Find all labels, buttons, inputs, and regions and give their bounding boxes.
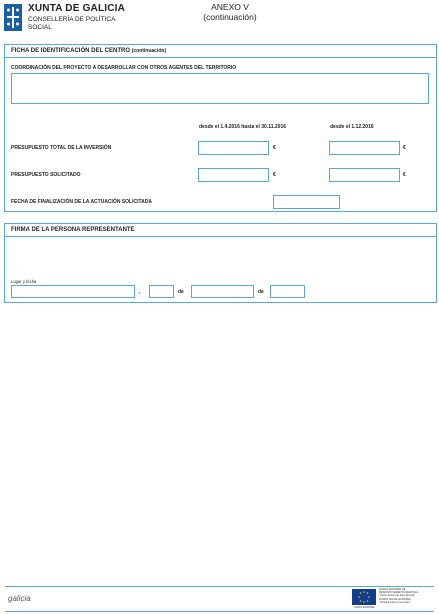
end-date-label: FECHA DE FINALIZACIÓN DE LA ACTUACIÓN SOLICITADA [11, 199, 153, 205]
eu-text-line-2: DESENVOLVEMENTO REXIONAL [379, 591, 419, 595]
total-budget-period2-input[interactable] [329, 141, 400, 155]
coordination-label: COORDINACIÓN DEL PROYECTO A DESARROLLAR CON OTROS AGENTES DEL TERRITORIO [11, 65, 237, 71]
identification-title-suffix: (continuación) [131, 48, 167, 54]
end-date-input[interactable] [273, 195, 340, 209]
total-budget-period1-input[interactable] [198, 141, 269, 155]
de-separator-2: de [258, 289, 264, 295]
total-budget-label: PRESUPUESTO TOTAL DE LA INVERSIÓN [11, 145, 112, 151]
eu-text-block [379, 588, 418, 604]
anexo-title: ANEXO V [211, 2, 249, 12]
anexo-subtitle: (continuación) [203, 12, 257, 22]
department-line-2: SOCIAL [28, 24, 52, 31]
eu-flag-icon [352, 589, 376, 605]
coordination-textarea[interactable] [11, 73, 429, 104]
requested-budget-label: PRESUPUESTO SOLICITADO [11, 172, 81, 178]
footer-top-line [5, 586, 434, 587]
year-input[interactable] [270, 285, 305, 298]
requested-budget-currency-1: € [273, 172, 276, 178]
signature-divider [5, 236, 436, 237]
department-line-1: CONSELLERÍA DE POLÍTICA [28, 16, 116, 23]
eu-text-line-3: "Unha maneira de facer Europa" [379, 594, 415, 598]
requested-budget-period2-input[interactable] [329, 168, 400, 182]
brand-name: XUNTA DE GALICIA [28, 3, 126, 14]
identification-title: FICHA DE IDENTIFICACIÓN DEL CENTRO (continuación) [11, 48, 167, 54]
eu-caption: UNIÓN EUROPEA [354, 606, 375, 609]
total-budget-currency-2: € [403, 145, 406, 151]
footer-bottom-line [5, 611, 434, 612]
requested-budget-currency-2: € [403, 172, 406, 178]
month-input[interactable] [191, 285, 254, 298]
comma-separator: , [139, 289, 141, 295]
eu-text-line-1: FONDO EUROPEO DE [379, 588, 406, 591]
period2-label: desde el 1.12.2016 [330, 124, 374, 130]
period1-label: desde el 1.4.2016 hasta el 30.11.2016 [199, 124, 287, 130]
xunta-emblem-icon [4, 4, 22, 31]
title-divider [5, 57, 436, 58]
total-budget-currency-1: € [273, 145, 276, 151]
place-input[interactable] [11, 285, 135, 298]
eu-text-line-4: FONDO SOCIAL EUROPEO [379, 597, 411, 601]
galicia-logo-text: galicia [8, 594, 31, 603]
signature-title: FIRMA DE LA PERSONA REPRESENTANTE [11, 227, 135, 233]
eu-text-line-5: "O FSE inviste no teu futuro" [379, 600, 411, 604]
place-date-label: Lugar y fecha [11, 279, 37, 284]
requested-budget-period1-input[interactable] [198, 168, 269, 182]
day-input[interactable] [149, 285, 174, 298]
galicia-logo [8, 594, 31, 603]
de-separator-1: de [178, 289, 184, 295]
